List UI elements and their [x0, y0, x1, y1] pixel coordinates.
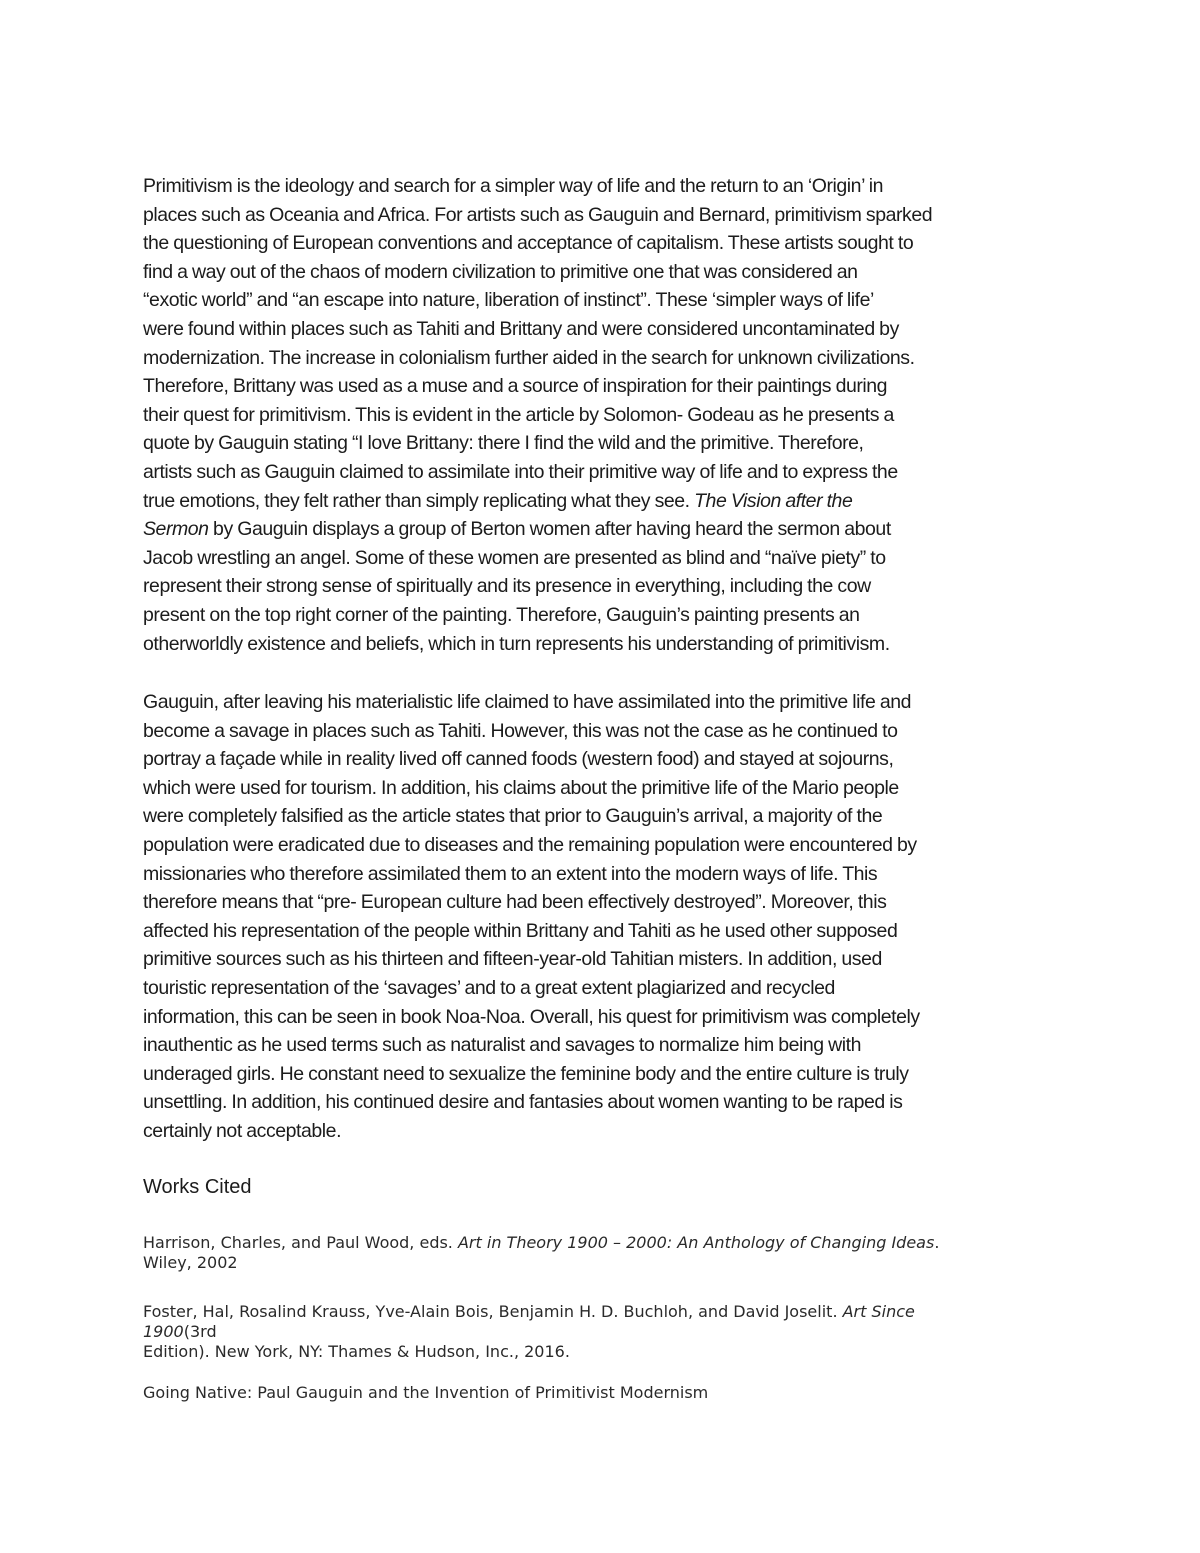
text-line: become a savage in places such as Tahiti. However, this was not the case as he continued to	[143, 719, 898, 742]
text-line: Jacob wrestling an angel. Some of these women are presented as blind and “naïve piety” to	[143, 546, 886, 569]
citation-going-native: Going Native: Paul Gauguin and the Invention of Primitivist Modernism	[143, 1383, 709, 1402]
citation-foster-et-al	[143, 1302, 1063, 1362]
text-line: Primitivism is the ideology and search for a simpler way of life and the return to an ‘Origin’ in	[143, 175, 883, 197]
text-line: population were eradicated due to diseases and the remaining population were encountered by	[143, 833, 917, 856]
text-line: otherworldly existence and beliefs, which in turn represents his understanding of primitivism.	[143, 632, 890, 655]
text-line: present on the top right corner of the painting. Therefore, Gauguin’s painting presents an	[143, 603, 860, 626]
text-line: quote by Gauguin stating “I love Brittany: there I find the wild and the primitive. Therefore,	[143, 432, 864, 455]
text-line: were completely falsified as the article states that prior to Gauguin’s arrival, a majority of the	[143, 805, 883, 828]
citation-title-italic: Art in Theory 1900 – 2000: An Anthology of Changing Ideas	[457, 1233, 935, 1252]
text-line: portray a façade while in reality lived off canned foods (western food) and stayed at sojourns,	[143, 748, 894, 771]
paragraph-primitivism	[143, 172, 1063, 658]
citation-text: Foster, Hal, Rosalind Krauss, Yve-Alain Bois, Benjamin H. D. Buchloh, and David Joselit.	[143, 1302, 843, 1321]
text-line: inauthentic as he used terms such as naturalist and savages to normalize him being with	[143, 1034, 862, 1057]
text-line: Therefore, Brittany was used as a muse and a source of inspiration for their paintings during	[143, 375, 888, 398]
citation-title-italic: 1900	[143, 1322, 184, 1341]
citation-text: .	[934, 1233, 940, 1252]
text-line: their quest for primitivism. This is evident in the article by Solomon- Godeau as he presents a	[143, 403, 894, 426]
text-line: the questioning of European conventions and acceptance of capitalism. These artists sought to	[143, 232, 914, 255]
citation-title-italic: Art Since	[842, 1302, 915, 1321]
text-line: touristic representation of the ‘savages’ and to a great extent plagiarized and recycled	[143, 976, 835, 999]
text-line	[143, 487, 1063, 516]
text-line: modernization. The increase in colonialism further aided in the search for unknown civilizations.	[143, 346, 915, 369]
text-segment: true emotions, they felt rather than simply replicating what they see.	[143, 489, 695, 512]
text-line: underaged girls. He constant need to sexualize the feminine body and the entire culture is truly	[143, 1062, 909, 1085]
text-line: represent their strong sense of spiritually and its presence in everything, including the cow	[143, 575, 871, 598]
painting-title-italic: The Vision after the	[694, 489, 853, 512]
text-line: affected his representation of the people within Brittany and Tahiti as he used other supposed	[143, 919, 898, 942]
text-line: certainly not acceptable.	[143, 1119, 342, 1142]
citation-text: (3rd	[183, 1322, 217, 1341]
text-line: find a way out of the chaos of modern civilization to primitive one that was considered an	[143, 260, 858, 283]
text-line: unsettling. In addition, his continued desire and fantasies about women wanting to be raped is	[143, 1091, 903, 1114]
paragraph-gauguin	[143, 688, 1063, 1146]
citation-text: Wiley, 2002	[143, 1253, 238, 1272]
text-line: therefore means that “pre- European culture had been effectively destroyed”. Moreover, this	[143, 891, 887, 914]
text-line: information, this can be seen in book Noa-Noa. Overall, his quest for primitivism was completely	[143, 1005, 920, 1028]
text-line: Gauguin, after leaving his materialistic life claimed to have assimilated into the primitive life and	[143, 691, 912, 713]
text-line: were found within places such as Tahiti and Brittany and were considered uncontaminated by	[143, 317, 899, 340]
text-line: primitive sources such as his thirteen and fifteen-year-old Tahitian misters. In addition, used	[143, 948, 882, 971]
citation-text: Edition). New York, NY: Thames & Hudson, Inc., 2016.	[143, 1342, 570, 1361]
citation-text: Harrison, Charles, and Paul Wood, eds.	[143, 1233, 458, 1252]
works-cited-heading: Works Cited	[143, 1176, 252, 1198]
text-line: “exotic world” and “an escape into nature, liberation of instinct”. These ‘simpler ways of life’	[143, 289, 874, 312]
text-line: which were used for tourism. In addition, his claims about the primitive life of the Mario people	[143, 776, 899, 799]
citation-harrison-wood	[143, 1233, 1063, 1273]
painting-title-italic: Sermon	[143, 518, 209, 541]
text-line: places such as Oceania and Africa. For artists such as Gauguin and Bernard, primitivism sparked	[143, 203, 933, 226]
text-line	[143, 515, 1063, 544]
text-segment: by Gauguin displays a group of Berton women after having heard the sermon about	[208, 518, 891, 541]
text-line: missionaries who therefore assimilated them to an extent into the modern ways of life. This	[143, 862, 878, 885]
text-line: artists such as Gauguin claimed to assimilate into their primitive way of life and to express the	[143, 460, 898, 483]
